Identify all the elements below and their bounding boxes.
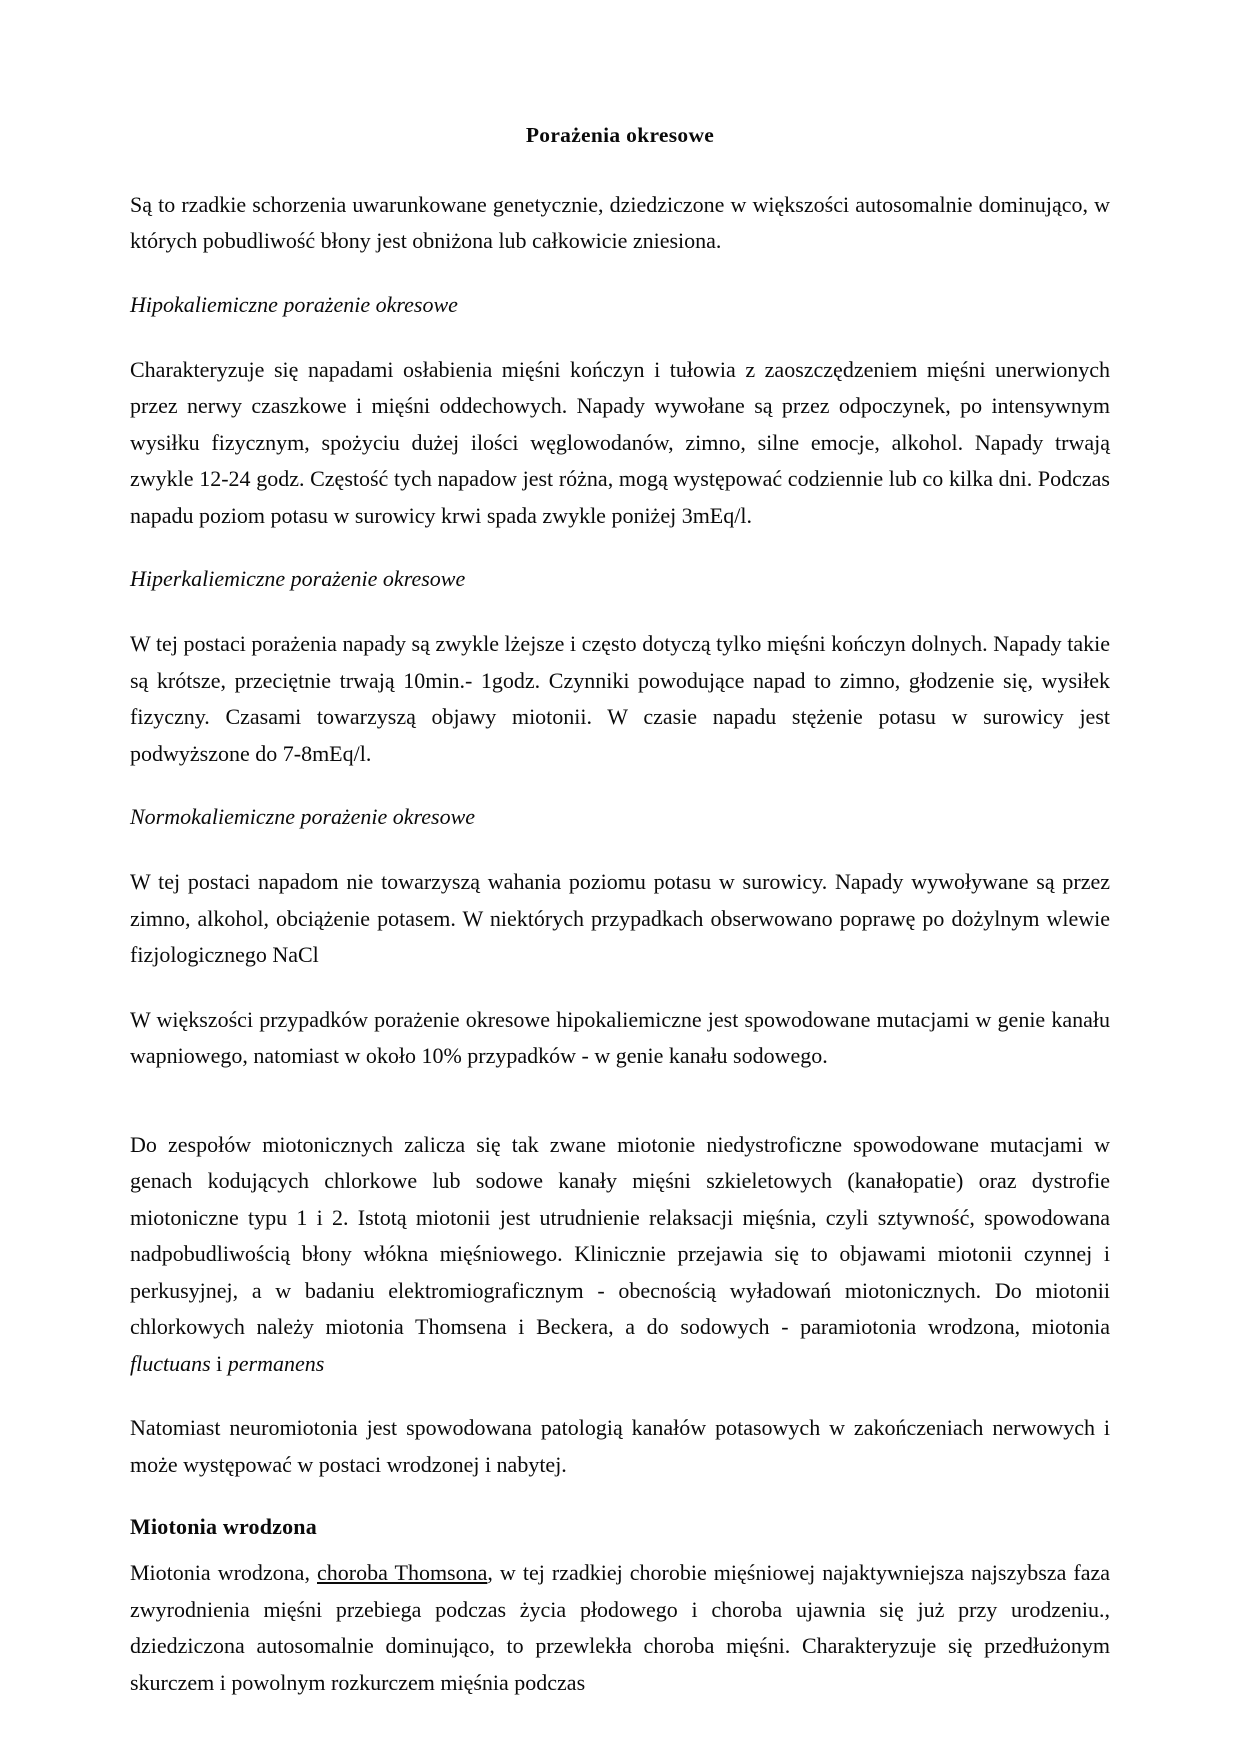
paragraph-myotonic-syndromes	[130, 1127, 1110, 1383]
paragraph-neuromyotonia: Natomiast neuromiotonia jest spowodowana patologią kanałów potasowych w zakończeniach nerwowych i może występować w postaci wrodzonej i nabytej.	[130, 1415, 1110, 1477]
paragraph-genetics: W większości przypadków porażenie okresowe hipokaliemiczne jest spowodowane mutacjami w genie kanału wapniowego, natomiast w około 10% przypadków - w genie kanału sodowego.	[130, 1006, 1110, 1069]
page-title: Porażenia okresowe	[525, 123, 715, 147]
paragraph-normokalemic: W tej postaci napadom nie towarzyszą wahania poziomu potasu w surowicy. Napady wywoływane są przez zimno, alkohol, obciążenie potasem. W niektórych przypadkach obserwowano poprawę po dożylnym wlewie fizjologicznego NaCl	[130, 869, 1110, 968]
paragraph-hyperkalemic: W tej postaci porażenia napady są zwykle lżejsze i często dotyczą tylko mięśni kończyn dolnych. Napady takie są krótsze, przeciętnie trwają 10min.- 1godz. Czynniki powodujące napad to zimno, głodzenie się, wysiłek fizyczny. Czasami towarzyszą objawy miotonii. W czasie napadu stężenie potasu w surowicy jest podwyższone do 7-8mEq/l.	[130, 631, 1110, 766]
latin-term-permanens: permanens	[227, 1350, 325, 1376]
document-content	[130, 122, 1110, 1729]
myotonic-body-text: Do zespołów miotonicznych zalicza się tak zwane miotonie niedystroficzne spowodowane mutacjami w genach kodujących chlorkowe lub sodowe kanały mięśni szkieletowych (kanałopatie) oraz dystrofie miotoniczne typu 1 i 2. Istotą miotonii jest utrudnienie relaksacji mięśnia, czyli sztywność, spowodowana nadpobudliwością błony włókna mięśniowego. Klinicznie przejawia się to objawami miotonii czynnej i perkusyjnej, a w badaniu elektromiograficznym - obecnością wyładowań miotonicznych. Do miotonii chlorkowych należy miotonia Thomsena i Beckera, a do sodowych - paramiotonia wrodzona, miotonia	[130, 1131, 1110, 1340]
latin-term-fluctuans: fluctuans	[130, 1350, 211, 1376]
heading-hyperkalemic: Hiperkaliemiczne porażenie okresowe	[130, 566, 466, 592]
heading-hypokalemic: Hipokaliemiczne porażenie okresowe	[130, 291, 458, 317]
conjunction-i: i	[210, 1350, 228, 1376]
term-choroba-thomsona: choroba Thomsona	[317, 1560, 488, 1586]
paragraph-myotonia-congenita	[130, 1555, 1110, 1701]
congenital-rest-text: , w tej rzadkiej chorobie mięśniowej najaktywniejsza najszybsza faza zwyrodnienia mięśni przebiega podczas życia płodowego i choroba ujawnia się już przy urodzeniu., dziedziczona autosomalnie dominująco, to przewlekła choroba mięśni. Charakteryzuje się przedłużonym skurczem i powolnym rozkurczem mięśnia podczas	[130, 1560, 1110, 1695]
congenital-lead-text: Miotonia wrodzona,	[130, 1560, 317, 1586]
heading-myotonia-congenita: Miotonia wrodzona	[130, 1514, 317, 1540]
paragraph-hypokalemic: Charakteryzuje się napadami osłabienia mięśni kończyn i tułowia z zaoszczędzeniem mięśni unerwionych przez nerwy czaszkowe i mięśni oddechowych. Napady wywołane są przez odpoczynek, po intensywnym wysiłku fizycznym, spożyciu dużej ilości węglowodanów, zimno, silne emocje, alkohol. Napady trwają zwykle 12-24 godz. Częstość tych napadow jest różna, mogą występować codziennie lub co kilka dni. Podczas napadu poziom potasu w surowicy krwi spada zwykle poniżej 3mEq/l.	[130, 356, 1110, 528]
heading-normokalemic: Normokaliemiczne porażenie okresowe	[130, 804, 476, 830]
paragraph-intro: Są to rzadkie schorzenia uwarunkowane genetycznie, dziedziczone w większości autosomalnie dominująco, w których pobudliwość błony jest obniżona lub całkowicie zniesiona.	[130, 191, 1110, 254]
